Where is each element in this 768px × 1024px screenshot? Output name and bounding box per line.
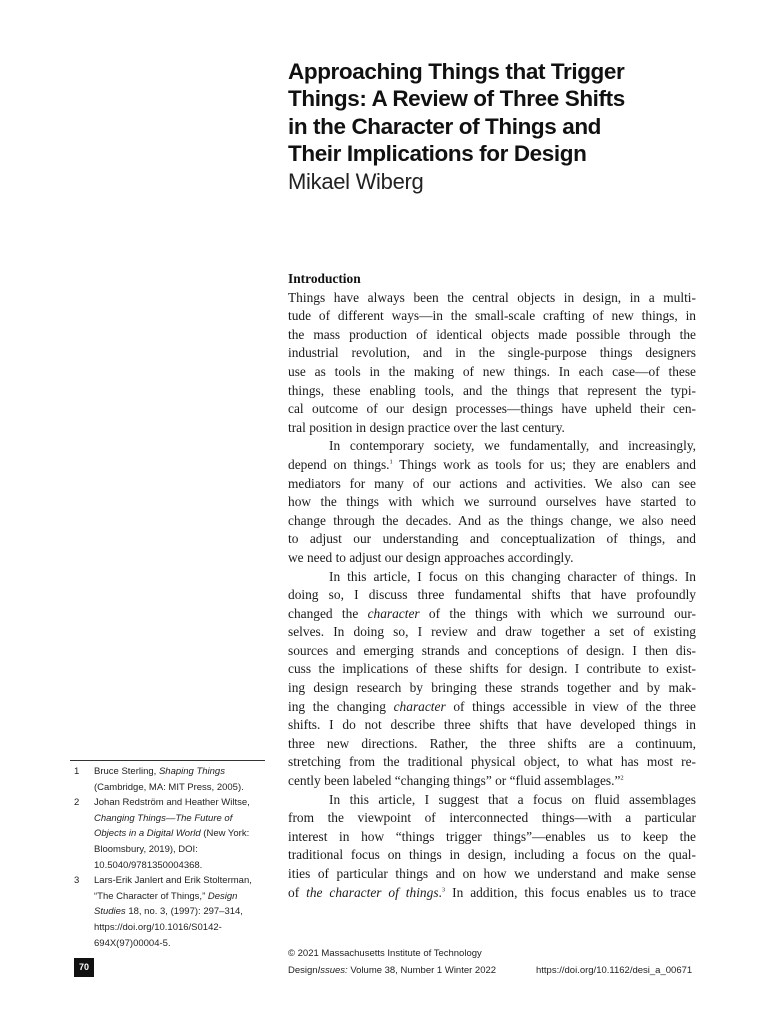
text-line: traditional focus on things in design, including a focus on the qual- [288,847,696,863]
text-run: of the things with which we surround our- [419,605,696,621]
text-run: cently been labeled “changing things” or “fluid assemblages.” [288,773,621,789]
text-line: interest in how “things trigger things”—enables us to keep the [288,828,696,844]
text-line: cuss the implications of these shifts for design. I contribute to exist- [288,661,696,677]
text-line [288,605,696,624]
text-line [288,698,696,717]
emphasis: the character of things [306,884,439,900]
emphasis: Design [207,890,238,902]
footnote-ref[interactable]: 3 [441,886,446,894]
text-run: “The Character of Things,” [94,890,208,902]
text-line: we need to adjust our design approaches accordingly. [288,549,574,565]
text-line: the mass production of identical objects made possible through the [288,326,696,342]
text-run: 18, no. 3, (1997): 297–314, [125,906,243,918]
emphasis: character [393,698,446,714]
footnote-doi-link[interactable]: 694X(97)00004-5. [94,937,171,949]
text-line: shifts. I do not describe three shifts that have developed things in [288,717,696,733]
article-doi-link[interactable]: https://doi.org/10.1162/desi_a_00671 [536,965,693,976]
title-line: in the Character of Things and [288,113,602,139]
text-run: of [288,884,307,900]
footnotes [70,764,270,951]
text-run: Bruce Sterling, [94,766,159,777]
footnote-line: (Cambridge, MA: MIT Press, 2005). [94,781,244,793]
footnote-line [94,889,270,905]
paragraph-3 [288,568,696,791]
author-name: Mikael Wiberg [288,168,424,194]
section-heading: Introduction [288,271,361,286]
journal-citation [288,963,496,980]
text-line: cal outcome of our design processes—things have upheld their cen- [288,401,696,417]
text-line: three new directions. Rather, the three shifts are a continuum, [288,735,696,751]
footnote-line[interactable]: 10.5040/9781350004368. [94,859,203,871]
text-line: use as tools in the making of new things. In each case—of these [288,363,696,379]
text-run: Volume 38, Number 1 Winter 2022 [347,964,497,976]
text-line: tude of different ways—in the small-scale crafting of new things, in [288,308,696,324]
text-line: to adjust our understanding and conceptualization of things, and [288,531,696,547]
text-line: things, these enabling tools, and the things that represent the typi- [288,382,696,398]
emphasis: character [367,605,420,621]
text-line: Things have always been the central objects in design, in a multi- [288,289,696,305]
text-line: from the viewpoint of interconnected things—with a particular [288,810,696,826]
text-line [288,456,696,475]
article-title [288,58,708,168]
text-line: sources and emerging strands and conceptions of design. I then dis- [288,642,696,658]
text-line: ities of particular things and on how we understand and make sense [288,866,696,881]
text-line: how the things with which we surround ourselves have started to [288,494,696,510]
footnote-line [94,811,270,827]
footer-info [288,946,496,979]
emphasis: Issues: [317,964,348,976]
text-line: industrial revolution, and in the single-purpose things designers [288,345,696,361]
footnote-2 [70,795,270,873]
text-line [288,884,696,903]
text-run: Design [288,964,318,976]
footnote-doi-link[interactable]: https://doi.org/10.1016/S0142- [94,921,222,933]
text-line: In this article, I suggest that a focus on fluid assemblages [329,791,696,807]
text-line: doing so, I discuss three fundamental shifts that have profoundly [288,587,696,603]
text-line: stretching from the traditional physical object, to what has most re- [288,754,696,770]
page-number: 70 [74,958,94,977]
title-block [288,58,708,196]
footnote-line [94,826,270,842]
paragraph-2 [288,437,696,567]
text-run: depend on things. [288,456,390,472]
text-line: selves. In doing so, I review and draw together a set of existing [288,624,696,640]
emphasis: Shaping Things [158,766,225,777]
footnote-ref[interactable]: 2 [620,774,624,782]
footnote-line [94,764,270,780]
footnote-line [94,904,270,920]
footnote-ref[interactable]: 1 [389,458,393,466]
footnote-1 [70,764,270,795]
title-line: Things: A Review of Three Shifts [288,86,625,112]
emphasis: Studies [94,906,126,918]
title-line: Approaching Things that Trigger [288,59,625,84]
footnote-number: 2 [74,797,80,809]
text-line: In this article, I focus on this changing character of things. In [329,568,696,584]
footnote-3 [70,873,270,951]
footnote-line: Lars-Erik Janlert and Erik Stolterman, [94,875,252,887]
copyright: © 2021 Massachusetts Institute of Technology [288,948,482,959]
text-run: of things accessible in view of the three [445,698,696,714]
main-text [288,270,696,902]
paragraph-4 [288,791,696,903]
text-run: (New York: [200,828,250,840]
text-line [288,772,696,791]
emphasis: Objects in a Digital World [94,828,201,840]
text-line: ing design research by bringing these strands together and by mak- [288,680,696,696]
text-run: . [438,884,442,900]
footnote-divider [70,760,265,761]
text-line: change through the decades. And as the things change, we also need [288,512,696,528]
text-run: ing the changing [288,698,394,714]
title-line: Their Implications for Design [288,141,587,167]
text-run: Things work as tools for us; they are enablers and [392,456,696,472]
footnote-number: 3 [74,875,80,887]
text-line: In contemporary society, we fundamentally, and increasingly, [329,438,696,454]
text-run: changed the [288,605,368,621]
footnote-number: 1 [74,766,80,777]
paragraph-1 [288,289,696,438]
footnote-line: Bloomsbury, 2019), DOI: [94,843,198,855]
emphasis: Changing Things—The Future of [94,812,233,824]
text-line: tral position in design practice over the last century. [288,419,565,435]
footnote-line: Johan Redström and Heather Wiltse, [94,797,250,809]
text-line: mediators for many of our actions and activities. We also can see [288,475,696,491]
text-run: In addition, this focus enables us to trace [445,884,696,900]
